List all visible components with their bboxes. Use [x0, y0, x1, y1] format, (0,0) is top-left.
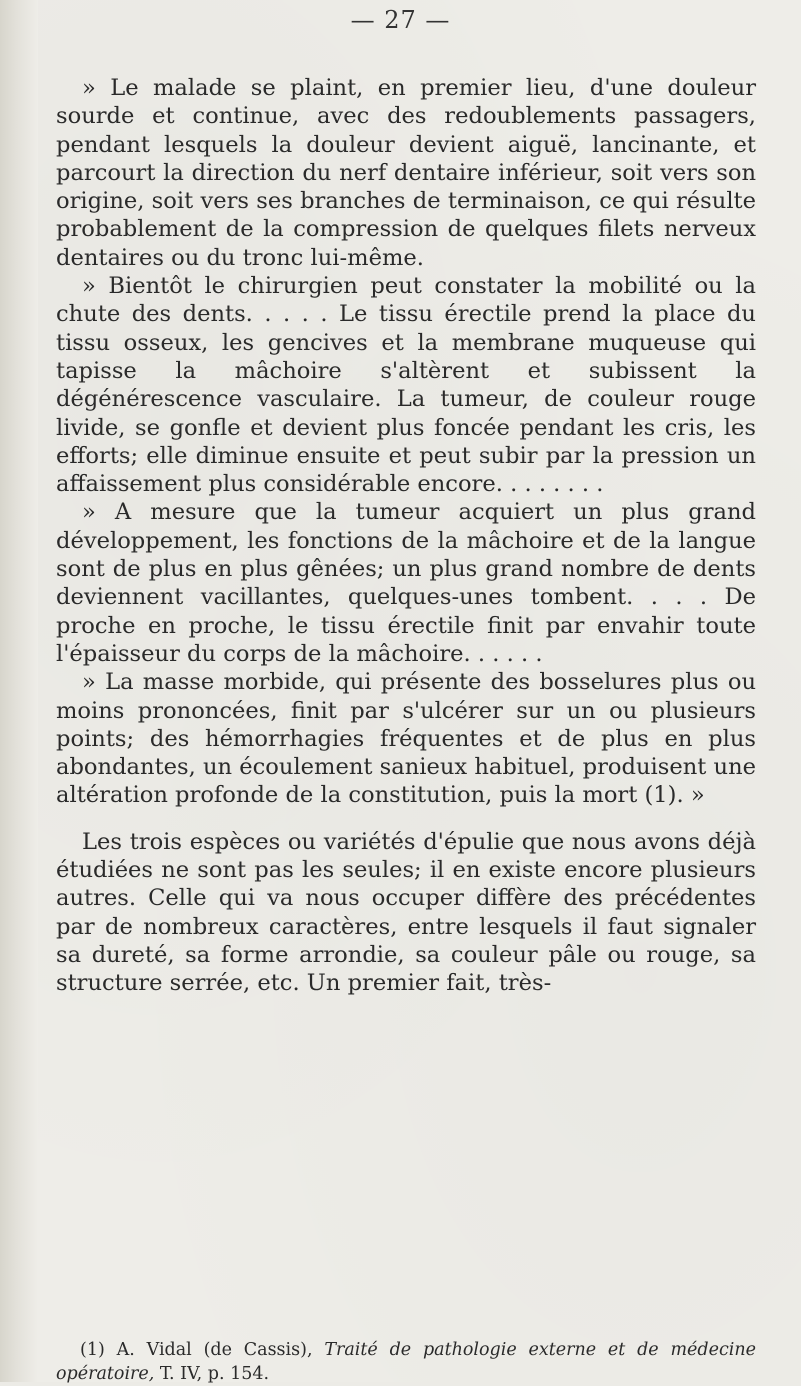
- footnote-reference: T. IV, p. 154.: [159, 1364, 270, 1384]
- paragraph-epulis-varieties: Les trois espèces ou variétés d'épulie que nous avons déjà étudiées ne sont pas les seules; il en existe encore plusieurs autres. Celle qui va nous occuper diffère des précédentes par de nombreux caractères, entre lesquels il faut signaler sa dureté, sa forme arrondie, sa couleur pâle ou rouge, sa structure serrée, etc. Un premier fait, très-: [56, 828, 756, 997]
- footnote-title: Traité de pathologie externe et de médecine opératoire,: [56, 1340, 756, 1384]
- footnote-author: A. Vidal (de Cassis),: [116, 1340, 313, 1360]
- page-number: — 27 —: [350, 6, 451, 34]
- footnote-marker: (1): [80, 1340, 105, 1360]
- footnote: [56, 1338, 756, 1386]
- body-text: [56, 74, 756, 998]
- page-gutter-shadow: [0, 0, 38, 1382]
- paragraph-ulceration: » La masse morbide, qui présente des bosselures plus ou moins prononcées, finit par s'ulcérer sur un ou plusieurs points; des hémorrhagies fréquentes et de plus en plus abondantes, un écoulement sanieux habituel, produisent une altération profonde de la constitution, puis la mort (1). »: [56, 669, 756, 809]
- paragraph-symptoms: » Le malade se plaint, en premier lieu, d'une douleur sourde et continue, avec des redoublements passagers, pendant lesquels la douleur devient aiguë, lancinante, et parcourt la direction du nerf dentaire inférieur, soit vers son origine, soit vers ses branches de terminaison, ce qui résulte probablement de la compression de quelques filets nerveux dentaires ou du tronc lui-même.: [56, 75, 756, 271]
- paragraph-mobility: » Bientôt le chirurgien peut constater la mobilité ou la chute des dents. . . . . Le tissu érectile prend la place du tissu osseux, les gencives et la membrane muqueuse qui tapisse la mâchoire s'altèrent et subissent la dégénérescence vasculaire. La tumeur, de couleur rouge livide, se gonfle et devient plus foncée pendant les cris, les efforts; elle diminue ensuite et peut subir par la pression un affaissement plus considérable encore. . . . . . . .: [56, 273, 756, 498]
- paragraph-development: » A mesure que la tumeur acquiert un plus grand développement, les fonctions de la mâchoire et de la langue sont de plus en plus gênées; un plus grand nombre de dents deviennent vacillantes, quelques-unes tombent. . . . De proche en proche, le tissu érectile finit par envahir toute l'épaisseur du corps de la mâchoire. . . . . .: [56, 499, 756, 667]
